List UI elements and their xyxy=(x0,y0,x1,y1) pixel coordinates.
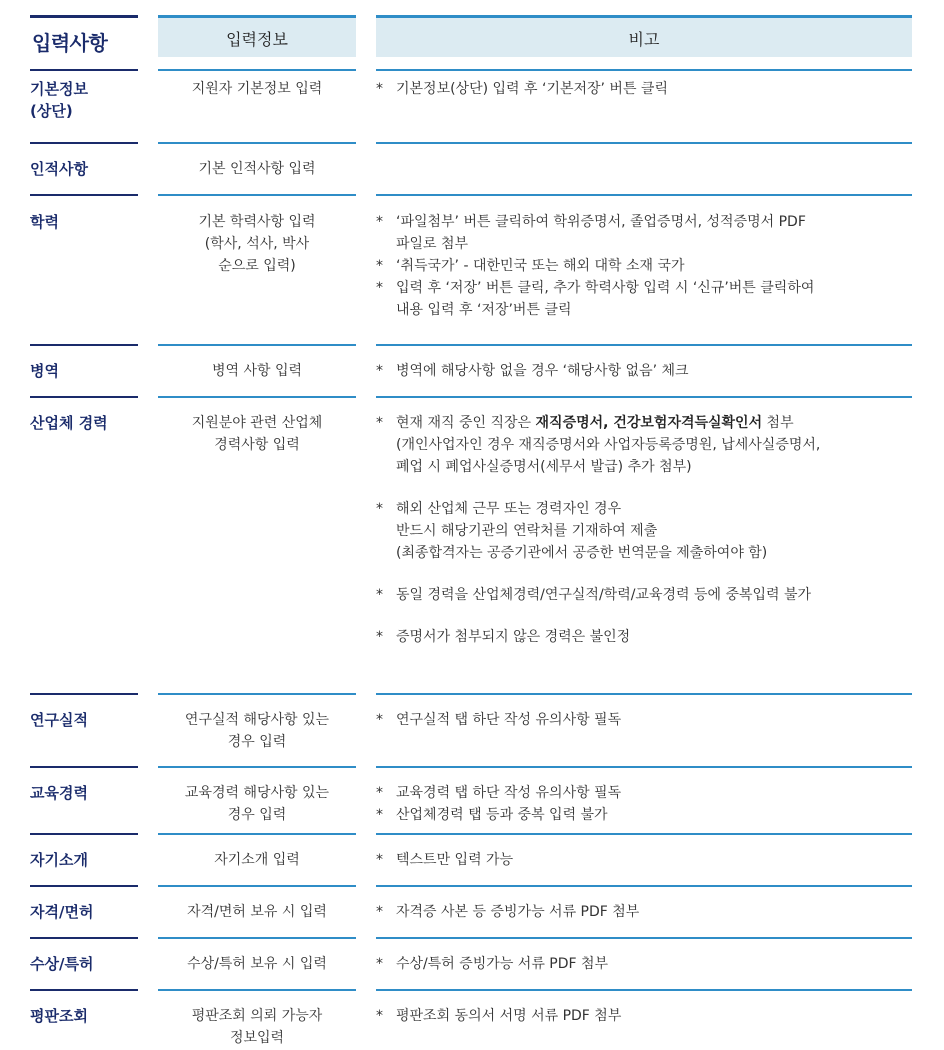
row-item: 병역 xyxy=(30,362,59,380)
row-notes xyxy=(376,782,912,826)
note-item: * 수상/특허 증빙가능 서류 PDF 첨부 xyxy=(376,956,609,972)
note-item: * 병역에 해당사항 없을 경우 ‘해당사항 없음’ 체크 xyxy=(376,363,689,379)
row-info: 지원자 기본정보 입력 xyxy=(191,81,323,97)
header-note-label: 비고 xyxy=(628,30,660,49)
note-item: * 교육경력 탭 하단 작성 유의사항 필독 xyxy=(376,785,622,801)
row-info: 기본 학력사항 입력 (학사, 석사, 박사 순으로 입력) xyxy=(198,214,316,274)
row-info: 연구실적 해당사항 있는 경우 입력 xyxy=(184,712,330,750)
row-item: 산업체 경력 xyxy=(30,414,108,432)
note-item: * 기본정보(상단) 입력 후 ‘기본저장’ 버튼 클릭 xyxy=(376,78,912,100)
row-notes xyxy=(376,953,912,975)
row-item: 연구실적 xyxy=(30,711,88,729)
header-item-column xyxy=(30,15,138,57)
note-item: * 입력 후 ‘저장’ 버튼 클릭, 추가 학력사항 입력 시 ‘신규’버튼 클릭하여 내용 입력 후 ‘저장’버튼 클릭 xyxy=(376,280,815,318)
row-notes xyxy=(376,412,912,648)
note-item: * ‘파일첨부’ 버튼 클릭하여 학위증명서, 졸업증명서, 성적증명서 PDF 파일로 첨부 xyxy=(376,214,806,252)
row-notes xyxy=(376,901,912,923)
row-notes xyxy=(376,360,912,382)
row-item: 수상/특허 xyxy=(30,955,94,973)
row-notes xyxy=(376,78,912,100)
row-info: 기본 인적사항 입력 xyxy=(198,161,316,177)
header-info-label: 입력정보 xyxy=(226,30,288,49)
row-info: 평판조회 의뢰 가능자 정보입력 xyxy=(191,1008,323,1046)
note-item: * 연구실적 탭 하단 작성 유의사항 필독 xyxy=(376,712,622,728)
row-item: 기본정보 (상단) xyxy=(30,80,88,120)
note-item: * 동일 경력을 산업체경력/연구실적/학력/교육경력 등에 중복입력 불가 xyxy=(376,587,812,603)
row-item: 자기소개 xyxy=(30,851,88,869)
row-notes xyxy=(376,709,912,731)
note-item: * ‘취득국가’ - 대한민국 또는 해외 대학 소재 국가 xyxy=(376,258,685,274)
note-item: * 자격증 사본 등 증빙가능 서류 PDF 첨부 xyxy=(376,904,640,920)
row-item: 학력 xyxy=(30,213,59,231)
note-item: * 증명서가 첨부되지 않은 경력은 불인정 xyxy=(376,629,631,645)
row-notes xyxy=(376,211,912,321)
bullet: * xyxy=(376,81,383,97)
note-item: * 현재 재직 중인 직장은 재직증명서, 건강보험자격득실확인서 첨부 (개인사업자인 경우 재직증명서와 사업자등록증명원, 납세사실증명서, 폐업 시 폐업사실증명서(세무서 발급) 추가 첨부) xyxy=(376,415,821,475)
row-notes xyxy=(376,849,912,871)
row-notes xyxy=(376,1005,912,1027)
row-info: 교육경력 해당사항 있는 경우 입력 xyxy=(184,785,330,823)
header-item-label: 입력사항 xyxy=(32,31,108,55)
header-info-column xyxy=(158,15,356,57)
row-info: 수상/특허 보유 시 입력 xyxy=(187,956,327,972)
row-info: 자격/면허 보유 시 입력 xyxy=(187,904,327,920)
row-item: 교육경력 xyxy=(30,784,88,802)
note-item: * 평판조회 동의서 서명 서류 PDF 첨부 xyxy=(376,1008,622,1024)
required-documents: 재직증명서, 건강보험자격득실확인서 xyxy=(535,415,763,431)
note-item: * 텍스트만 입력 가능 xyxy=(376,852,514,868)
row-item: 인적사항 xyxy=(30,160,88,178)
header-note-column xyxy=(376,15,912,57)
note-item: * 산업체경력 탭 등과 중복 입력 불가 xyxy=(376,807,608,823)
row-info: 병역 사항 입력 xyxy=(211,363,303,379)
row-item: 평판조회 xyxy=(30,1007,88,1025)
row-item: 자격/면허 xyxy=(30,903,94,921)
note-item: * 해외 산업체 근무 또는 경력자인 경우 반드시 해당기관의 연락처를 기재하여 제출 (최종합격자는 공증기관에서 공증한 번역문을 제출하여야 함) xyxy=(376,501,768,561)
row-info: 지원분야 관련 산업체 경력사항 입력 xyxy=(191,415,323,453)
row-info: 자기소개 입력 xyxy=(214,852,300,868)
